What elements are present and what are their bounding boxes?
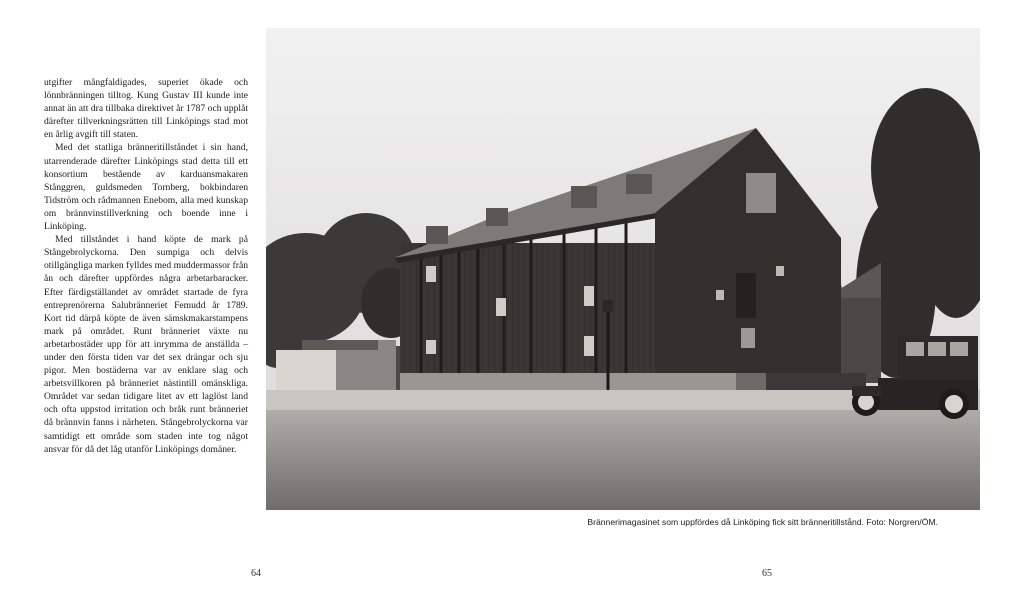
- photograph-brannerimagasinet: [266, 28, 980, 510]
- photo-caption: Brännerimagasinet som uppfördes då Linköping fick sitt bränneritillstånd. Foto: Norgren/ÖM.: [587, 517, 938, 527]
- paragraph-1: utgifter mångfaldigades, superiet ökade och lönnbränningen tilltog. Kung Gustav III kunde inte annat än att dra tillbaka direktivet år 1787 och upplåt därefter tillverkningsrätten till Linköpings stad mot en årlig avgift till staten.: [44, 77, 248, 141]
- paragraph-3: Med tillståndet i hand köpte de mark på Stångebrolyckorna. Den sumpiga och delvis otillgängliga marken fylldes med muddermassor från ån och därefter uppfördes några arbetarbaracker. Efter färdigställandet av området startade de fyra entreprenörerna Salubränneriet Femudd år 1789. Kort tid därpå köpte de även sämskmakarstampens mark på området. Runt bränneriet växte nu arbetarbostäder upp för att inrymma de anställda – under den första tiden var det sex drängar och sju pigor. Men bostäderna var av enklare slag och arbetsvillkoren på bränneriet nästintill omänskliga. Området var sedan tidigare litet av ett laglöst land och ofta uppstod irritation och bråk runt bränneriet då brännvin fanns i närheten. Stångebrolyckorna var samtidigt ett område som staden inte tog något ansvar för då det låg utanför Linköpings domäner.: [44, 234, 248, 455]
- page-number-right: 65: [762, 568, 772, 579]
- paragraph-2: Med det statliga bränneritillståndet i sin hand, utarrenderade därefter Linköpings stad detta till ett konsortium bestående av karduansmakaren Stånggren, guldsmeden Tornberg, bokbindaren Tidström och rådmannen Enebom, alla med kunskap om brännvinstillverkning och boende inne i Linköping.: [44, 142, 248, 233]
- left-page-body-text: [44, 76, 248, 456]
- page-number-left: 64: [251, 568, 261, 579]
